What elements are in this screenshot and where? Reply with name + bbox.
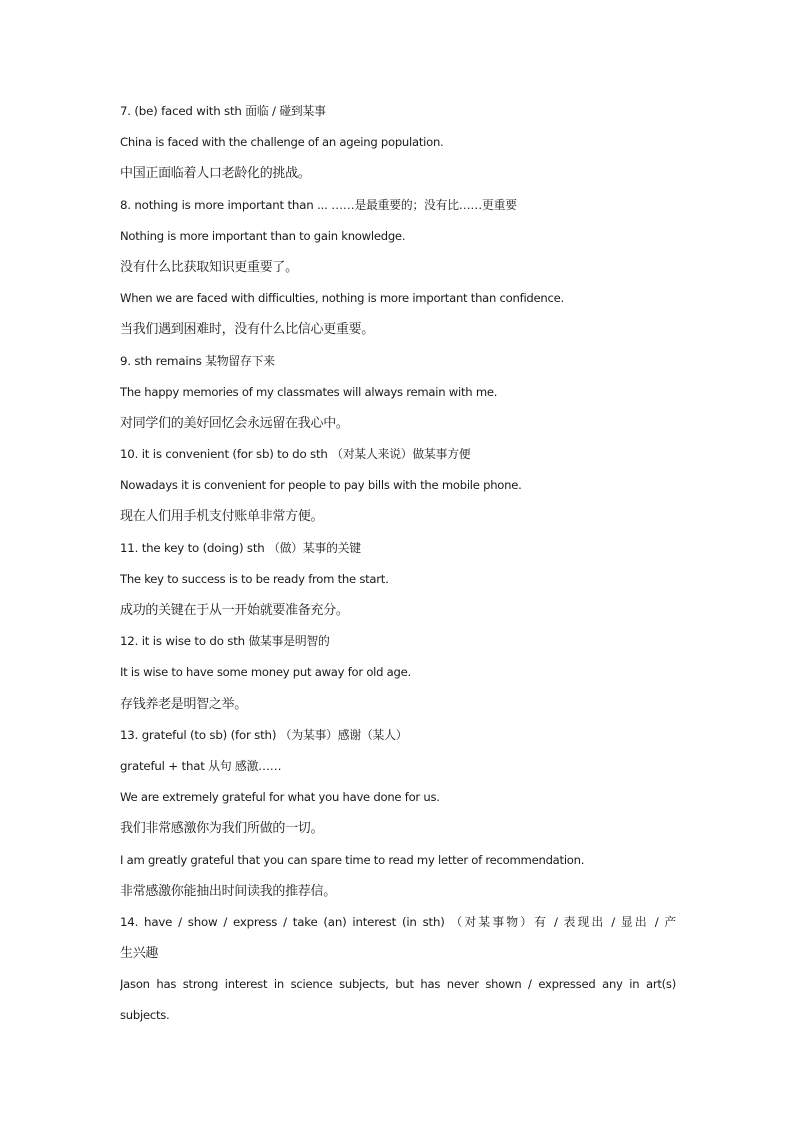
example-sentence-en: I am greatly grateful that you can spare time to read my letter of recommendation. bbox=[120, 852, 585, 867]
phrase-heading-7: 7. (be) faced with sth 面临 / 碰到某事 bbox=[120, 104, 326, 118]
example-sentence-zh: 存钱养老是明智之举。 bbox=[120, 696, 248, 712]
example-sentence-en: We are extremely grateful for what you have done for us. bbox=[120, 790, 440, 805]
example-sentence-en: Nothing is more important than to gain knowledge. bbox=[120, 228, 406, 243]
phrase-heading-9: 9. sth remains 某物留存下来 bbox=[120, 353, 275, 368]
example-sentence-zh: 对同学们的美好回忆会永远留在我心中。 bbox=[120, 415, 349, 431]
example-sentence-en: Nowadays it is convenient for people to pay bills with the mobile phone. bbox=[120, 478, 522, 493]
example-sentence-zh: 当我们遇到困难时，没有什么比信心更重要。 bbox=[120, 322, 375, 338]
example-sentence-zh: 成功的关键在于从一开始就要准备充分。 bbox=[120, 603, 349, 618]
phrase-heading-10: 10. it is convenient (for sb) to do sth （对某人来说）做某事方便 bbox=[120, 447, 471, 462]
phrase-heading-8: 8. nothing is more important than ... ……是最重要的；没有比……更重要 bbox=[120, 197, 517, 212]
example-sentence-en: The key to success is to be ready from the start. bbox=[120, 571, 389, 586]
example-sentence-en: It is wise to have some money put away for old age. bbox=[120, 665, 411, 680]
phrase-heading-13: 13. grateful (to sb) (for sth) （为某事）感谢（某人） bbox=[120, 727, 408, 742]
phrase-heading-13-variant: grateful + that 从句 感激…… bbox=[120, 758, 282, 773]
example-sentence-zh: 非常感激你能抽出时间读我的推荐信。 bbox=[120, 883, 336, 899]
phrase-heading-14: 14. have / show / express / take (an) interest (in sth) （对某事物）有 / 表现出 / 显出 / 产 bbox=[120, 914, 676, 929]
example-sentence-zh: 我们非常感激你为我们所做的一切。 bbox=[120, 821, 324, 837]
phrase-heading-14-continued: 生兴趣 bbox=[120, 946, 159, 962]
example-sentence-zh: 中国正面临着人口老龄化的挑战。 bbox=[120, 166, 311, 182]
phrase-heading-12: 12. it is wise to do sth 做某事是明智的 bbox=[120, 634, 330, 649]
example-sentence-zh: 没有什么比获取知识更重要了。 bbox=[120, 259, 298, 275]
example-sentence-en: Jason has strong interest in science subjects, but has never shown / expressed any in art(s) bbox=[120, 977, 676, 992]
example-sentence-en-continued: subjects. bbox=[120, 1008, 170, 1023]
phrase-heading-11: 11. the key to (doing) sth （做）某事的关键 bbox=[120, 540, 361, 555]
example-sentence-en: When we are faced with difficulties, nothing is more important than confidence. bbox=[120, 291, 564, 306]
example-sentence-en: China is faced with the challenge of an ageing population. bbox=[120, 135, 444, 150]
example-sentence-en: The happy memories of my classmates will always remain with me. bbox=[120, 384, 498, 399]
document-page bbox=[120, 96, 676, 1032]
example-sentence-zh: 现在人们用手机支付账单非常方便。 bbox=[120, 509, 324, 525]
